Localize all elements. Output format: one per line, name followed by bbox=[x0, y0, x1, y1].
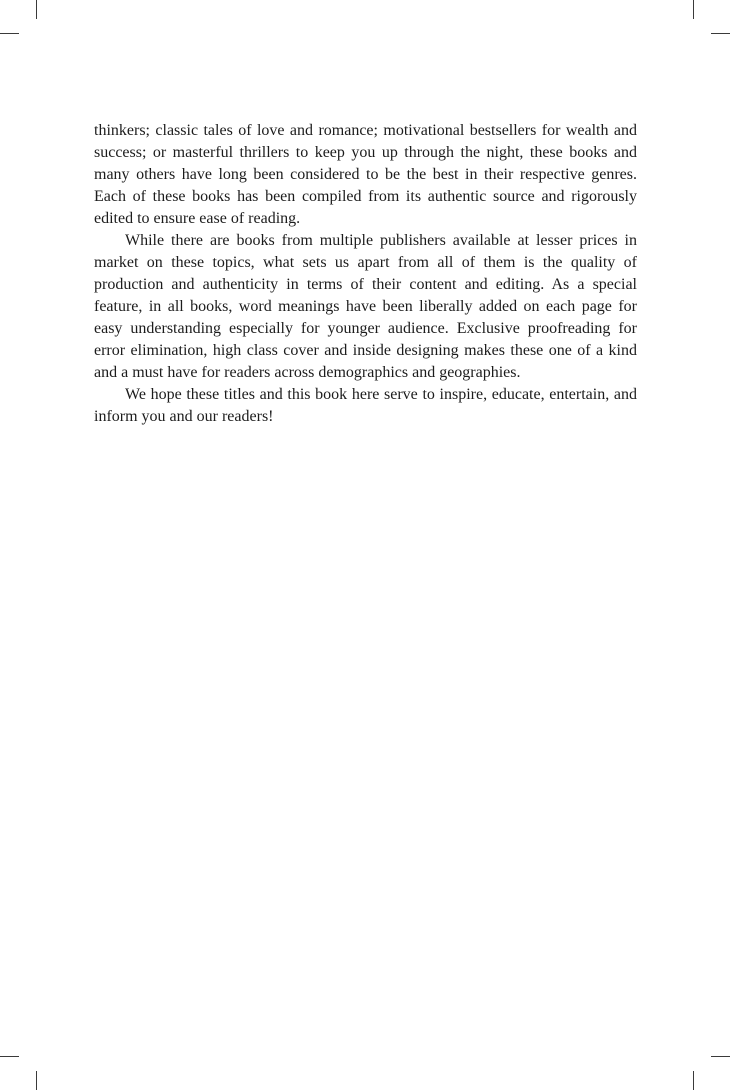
crop-mark-top-right-vertical bbox=[693, 0, 694, 19]
crop-mark-top-left-vertical bbox=[36, 0, 37, 19]
page-text-block bbox=[94, 120, 637, 428]
paragraph-continuation: thinkers; classic tales of love and romance; motivational bestsellers for wealth and success; or masterful thrillers to keep you up through the night, these books and many others have long been considered to be the best in their respective genres. Each of these books has been compiled from its authentic source and rigorously edited to ensure ease of reading. bbox=[94, 122, 637, 227]
paragraph-quality: While there are books from multiple publishers available at lesser prices in market on these topics, what sets us apart from all of them is the quality of production and authenticity in terms of their content and editing. As a special feature, in all books, word meanings have been liberally added on each page for easy understanding especially for younger audience. Exclusive proofreading for error elimination, high class cover and inside designing makes these one of a kind and a must have for readers across demographics and geographies. bbox=[94, 232, 637, 381]
crop-mark-bottom-right-vertical bbox=[693, 1071, 694, 1090]
crop-mark-bottom-left-horizontal bbox=[0, 1056, 19, 1057]
paragraph-closing: We hope these titles and this book here serve to inspire, educate, entertain, and inform you and our readers! bbox=[94, 386, 637, 425]
crop-mark-top-left-horizontal bbox=[0, 33, 19, 34]
crop-mark-bottom-left-vertical bbox=[36, 1071, 37, 1090]
crop-mark-bottom-right-horizontal bbox=[711, 1056, 730, 1057]
crop-mark-top-right-horizontal bbox=[711, 33, 730, 34]
